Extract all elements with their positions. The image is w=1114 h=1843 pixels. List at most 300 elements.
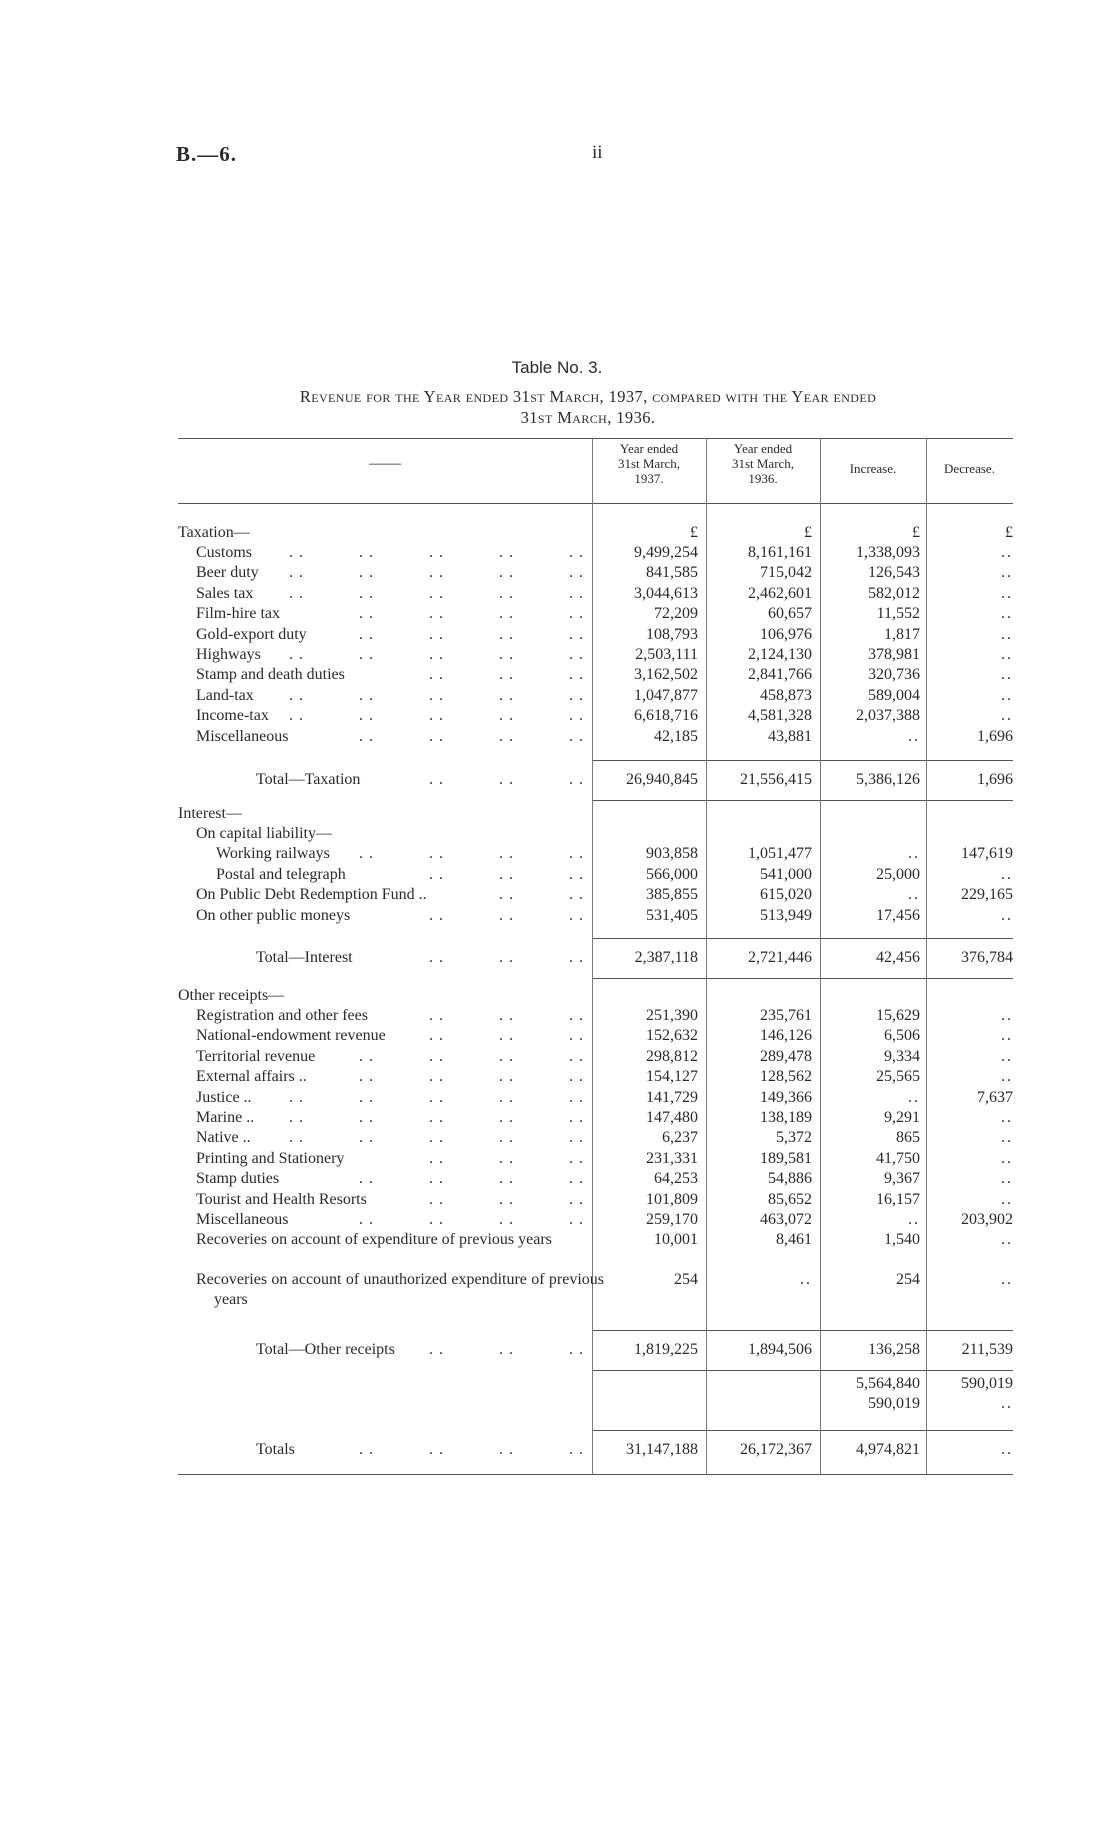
row-value-col4: 7,637: [977, 1088, 1013, 1106]
header-line: 1936.: [748, 471, 778, 486]
row-value-col1: 1,819,225: [634, 1341, 698, 1358]
dot-leader: . .: [499, 707, 514, 725]
row-value-col4: ..: [1001, 666, 1013, 684]
dot-leader: . .: [569, 605, 584, 623]
dot-leader: . .: [359, 845, 374, 862]
row-value-col2: 463,072: [760, 1211, 812, 1228]
offset-decrease: 590,019: [868, 1395, 920, 1412]
row-label: Registration and other fees: [196, 1007, 368, 1024]
row-value-col1: 72,209: [654, 605, 698, 623]
row-value-col1: 566,000: [646, 865, 698, 883]
row-value-col1: 841,585: [646, 564, 698, 582]
dot-leader: . .: [289, 686, 304, 704]
dot-leader: . .: [499, 845, 514, 862]
dot-leader: . .: [289, 544, 304, 561]
row-value-col2: 513,949: [760, 906, 812, 924]
dot-leader: . .: [499, 1007, 514, 1024]
row-label: Native ..: [196, 1129, 251, 1147]
currency-symbol: £: [912, 524, 920, 541]
row-value-col2: ..: [800, 1271, 812, 1289]
row-value-col2: 2,124,130: [748, 646, 812, 663]
dot-leader: . .: [429, 771, 444, 788]
page-reference: B.—6.: [176, 142, 238, 166]
row-value-col2: 1,051,477: [748, 845, 812, 862]
row-value-col1: 141,729: [646, 1088, 698, 1106]
table-top-rule: [178, 438, 1013, 439]
row-value-col1: 2,387,118: [634, 949, 698, 966]
row-value-col1: 903,858: [646, 845, 698, 862]
row-value-col2: 26,172,367: [740, 1441, 812, 1458]
row-value-col3: 1,817: [884, 625, 920, 643]
row-label: Land-tax: [196, 686, 254, 704]
dot-leader: . .: [429, 949, 444, 966]
dot-leader: . .: [359, 707, 374, 725]
row-value-col1: 64,253: [654, 1170, 698, 1188]
header-label-dash: ——: [369, 455, 401, 472]
dot-leader: . .: [429, 1341, 444, 1358]
dot-leader: . .: [499, 1149, 514, 1167]
row-label: Justice ..: [196, 1088, 252, 1106]
dot-leader: . .: [429, 564, 444, 582]
row-value-col2: 5,372: [776, 1129, 812, 1147]
dot-leader: . .: [569, 686, 584, 704]
row-value-col3: 4,974,821: [856, 1441, 920, 1458]
dot-leader: . .: [499, 1109, 514, 1126]
header-line: Year ended: [733, 441, 793, 456]
row-value-col3: 2,037,388: [856, 707, 920, 725]
dot-leader: . .: [569, 1149, 584, 1167]
dot-leader: . .: [289, 1109, 304, 1126]
row-value-col2: 4,581,328: [748, 707, 812, 725]
header-increase: Increase.: [849, 461, 897, 476]
row-value-col3: ..: [908, 845, 920, 862]
dot-leader: . .: [429, 865, 444, 883]
row-value-col2: 85,652: [768, 1190, 812, 1208]
dot-leader: . .: [429, 707, 444, 725]
dot-leader: . .: [569, 1068, 584, 1086]
row-value-col2: 8,461: [776, 1231, 812, 1249]
row-label: Territorial revenue: [196, 1047, 316, 1065]
dot-leader: . .: [429, 1047, 444, 1065]
row-label: On Public Debt Redemption Fund ..: [196, 886, 427, 904]
row-value-col3: 5,386,126: [856, 771, 920, 788]
row-value-col3: ..: [908, 727, 920, 745]
row-value-col1: 1,047,877: [634, 686, 698, 704]
row-value-col2: 8,161,161: [748, 544, 812, 561]
row-value-col1: 108,793: [646, 625, 698, 643]
row-label: Totals: [256, 1441, 295, 1458]
row-value-col1: 152,632: [646, 1027, 698, 1045]
row-value-col4: ..: [1001, 1271, 1013, 1289]
row-label: Film-hire tax: [196, 605, 280, 623]
column-divider-3: [820, 438, 821, 1474]
dot-leader: . .: [569, 1341, 584, 1358]
row-value-col1: 147,480: [646, 1109, 698, 1126]
dot-leader: . .: [569, 906, 584, 924]
row-value-col2: 21,556,415: [740, 771, 812, 788]
dot-leader: . .: [359, 1129, 374, 1147]
row-label: Tourist and Health Resorts: [196, 1190, 367, 1208]
row-value-col1: 385,855: [646, 886, 698, 904]
row-value-col2: 106,976: [760, 625, 812, 643]
row-value-col2: 2,841,766: [748, 666, 812, 684]
row-value-col1: 259,170: [646, 1211, 698, 1228]
row-value-col4: ..: [1001, 1027, 1013, 1045]
row-value-col4: 147,619: [961, 845, 1013, 862]
rule-above-total-taxation: [592, 760, 1013, 761]
row-label: Printing and Stationery: [196, 1149, 345, 1167]
dot-leader: . .: [499, 1341, 514, 1358]
row-value-col3: 16,157: [876, 1190, 920, 1208]
row-label: Stamp and death duties: [196, 666, 345, 684]
dot-leader: . .: [359, 1170, 374, 1188]
row-value-col2: 235,761: [760, 1007, 812, 1024]
dot-leader: . .: [569, 1190, 584, 1208]
dot-leader: . .: [499, 666, 514, 684]
row-value-col4: ..: [1001, 1047, 1013, 1065]
rule-below-total-other: [592, 1370, 1013, 1371]
row-value-col3: ..: [908, 1088, 920, 1106]
row-value-col4: 211,539: [961, 1341, 1013, 1358]
dot-leader: . .: [429, 1441, 444, 1458]
dot-leader: . .: [359, 1441, 374, 1458]
row-value-col1: 298,812: [646, 1047, 698, 1065]
dot-leader: . .: [359, 605, 374, 623]
row-value-col4: ..: [1001, 686, 1013, 704]
dot-leader: . .: [569, 564, 584, 582]
row-value-col4: ..: [1001, 707, 1013, 725]
row-label: Income-tax: [196, 707, 269, 725]
row-label: Miscellaneous: [196, 727, 289, 745]
dot-leader: . .: [499, 625, 514, 643]
dot-leader: . .: [569, 1088, 584, 1106]
row-value-col1: 42,185: [654, 727, 698, 745]
row-value-col4: ..: [1001, 605, 1013, 623]
dot-leader: . .: [569, 727, 584, 745]
dot-leader: . .: [499, 1170, 514, 1188]
header-bottom-rule: [178, 503, 1013, 504]
dot-leader: . .: [429, 727, 444, 745]
table-bottom-rule: [178, 1474, 1013, 1475]
row-value-col1: 154,127: [646, 1068, 698, 1086]
row-value-col1: 10,001: [654, 1231, 698, 1249]
dot-leader: . .: [499, 1211, 514, 1228]
row-value-col4: ..: [1001, 1149, 1013, 1167]
dot-leader: . .: [499, 1068, 514, 1086]
dot-leader: . .: [499, 605, 514, 623]
dot-leader: . .: [429, 1027, 444, 1045]
dot-leader: . .: [359, 727, 374, 745]
row-value-col1: 26,940,845: [626, 771, 698, 788]
subtitle-line-1: Revenue for the Year ended 31st March, 1937, compared with the Year ended: [299, 387, 877, 406]
taxation-heading: Taxation—: [178, 524, 250, 541]
row-value-col4: 1,696: [977, 771, 1013, 788]
dot-leader: . .: [499, 727, 514, 745]
dot-leader: . .: [429, 544, 444, 561]
dot-leader: . .: [359, 1109, 374, 1126]
row-value-col4: ..: [1001, 584, 1013, 602]
dot-leader: . .: [429, 1149, 444, 1167]
dot-leader: . .: [499, 544, 514, 561]
header-line: Year ended: [619, 441, 679, 456]
dot-leader: . .: [289, 707, 304, 725]
dot-leader: . .: [359, 1211, 374, 1228]
dot-leader: . .: [569, 544, 584, 561]
row-value-col3: 589,004: [868, 686, 920, 704]
dot-leader: . .: [569, 1109, 584, 1126]
dot-leader: . .: [359, 564, 374, 582]
dot-leader: . .: [569, 886, 584, 904]
dot-leader: . .: [289, 564, 304, 582]
row-value-col3: 15,629: [876, 1007, 920, 1024]
dot-leader: . .: [569, 1027, 584, 1045]
row-label: National-endowment revenue: [196, 1027, 386, 1045]
row-value-col1: 251,390: [646, 1007, 698, 1024]
row-label: Stamp duties: [196, 1170, 280, 1188]
row-label: Customs: [196, 544, 253, 561]
dot-leader: . .: [569, 845, 584, 862]
dot-leader: . .: [359, 625, 374, 643]
dot-leader: . .: [499, 1027, 514, 1045]
row-value-col1: 31,147,188: [626, 1441, 698, 1458]
row-label: On other public moneys: [196, 906, 351, 924]
row-value-col4: ..: [1001, 564, 1013, 582]
row-value-col2: 146,126: [760, 1027, 812, 1045]
dot-leader: . .: [569, 1047, 584, 1065]
row-value-col3: 41,750: [876, 1149, 920, 1167]
table-subtitle: [178, 386, 998, 428]
dot-leader: . .: [499, 906, 514, 924]
row-value-col4: 229,165: [961, 886, 1013, 904]
dot-leader: . .: [569, 1211, 584, 1228]
header-line: 31st March,: [617, 456, 681, 471]
dot-leader: . .: [499, 865, 514, 883]
row-value-col3: 126,543: [868, 564, 920, 582]
row-label: Recoveries on account of expenditure of previous years: [196, 1231, 552, 1249]
row-value-col4: 376,784: [961, 949, 1013, 966]
row-value-col3: 378,981: [868, 646, 920, 663]
row-value-col1: 254: [674, 1271, 698, 1289]
row-value-col1: 3,044,613: [634, 584, 698, 602]
row-label: Working railways: [216, 845, 330, 862]
row-label: Beer duty: [196, 564, 259, 582]
row-value-col3: 320,736: [868, 666, 920, 684]
dot-leader: . .: [499, 564, 514, 582]
row-value-col4: ..: [1001, 625, 1013, 643]
currency-symbol: £: [804, 524, 812, 541]
row-value-col3: 9,334: [884, 1047, 920, 1065]
dot-leader: . .: [359, 544, 374, 561]
row-label: Miscellaneous: [196, 1211, 289, 1228]
row-value-col2: 715,042: [760, 564, 812, 582]
dot-leader: . .: [499, 771, 514, 788]
dot-leader: . .: [499, 1088, 514, 1106]
dot-leader: . .: [359, 1088, 374, 1106]
row-label: Marine ..: [196, 1109, 255, 1126]
row-value-col4: ..: [1001, 1231, 1013, 1249]
dot-leader: . .: [289, 584, 304, 602]
row-value-col1: 9,499,254: [634, 544, 698, 561]
dot-leader: . .: [499, 1047, 514, 1065]
row-value-col1: 531,405: [646, 906, 698, 924]
row-label: Postal and telegraph: [216, 865, 346, 883]
dot-leader: . .: [429, 584, 444, 602]
header-line: 1937.: [634, 471, 664, 486]
row-value-col3: 42,456: [876, 949, 920, 966]
dot-leader: . .: [569, 865, 584, 883]
row-value-col2: 2,462,601: [748, 584, 812, 602]
dot-leader: . .: [289, 646, 304, 663]
row-label: Highways: [196, 646, 261, 663]
dot-leader: . .: [429, 1170, 444, 1188]
row-value-col2: 128,562: [760, 1068, 812, 1086]
dot-leader: . .: [499, 686, 514, 704]
row-label: Total—Other receipts: [256, 1341, 395, 1358]
dot-leader: . .: [499, 886, 514, 904]
row-value-col3: 254: [896, 1271, 920, 1289]
dot-leader: . .: [569, 1170, 584, 1188]
row-value-col2: 289,478: [760, 1047, 812, 1065]
rule-above-total-other: [592, 1330, 1013, 1331]
row-value-col3: ..: [908, 886, 920, 904]
row-value-col4: ..: [1001, 906, 1013, 924]
gross-decrease: 590,019: [961, 1375, 1013, 1392]
currency-symbol: £: [690, 524, 698, 541]
dot-leader: . .: [569, 1441, 584, 1458]
dot-leader: . .: [429, 666, 444, 684]
row-value-col4: ..: [1001, 1170, 1013, 1188]
row-value-col3: 136,258: [868, 1341, 920, 1358]
dot-leader: . .: [429, 1109, 444, 1126]
row-value-col3: ..: [908, 1211, 920, 1228]
dot-leader: . .: [499, 1441, 514, 1458]
dot-leader: . .: [429, 1190, 444, 1208]
row-label: Sales tax: [196, 584, 254, 602]
dot-leader: . .: [569, 666, 584, 684]
row-value-col1: 6,237: [662, 1129, 698, 1147]
dot-leader: . .: [569, 771, 584, 788]
row-value-col1: 231,331: [646, 1149, 698, 1167]
row-label: External affairs ..: [196, 1068, 307, 1086]
row-value-col2: 138,189: [760, 1109, 812, 1126]
dot-leader: . .: [359, 1068, 374, 1086]
row-value-col4: ..: [1001, 544, 1013, 561]
dot-leader: . .: [429, 1088, 444, 1106]
subtitle-line-2: 31st March, 1936.: [520, 408, 656, 427]
dot-leader: . .: [289, 1088, 304, 1106]
rule-above-total-interest: [592, 938, 1013, 939]
row-label: Gold-export duty: [196, 625, 307, 643]
row-label: Total—Taxation: [256, 771, 361, 788]
row-value-col2: 149,366: [760, 1088, 812, 1106]
dot-leader: . .: [429, 1129, 444, 1147]
dot-leader: . .: [429, 1007, 444, 1024]
dot-leader: . .: [359, 686, 374, 704]
row-value-col3: 865: [896, 1129, 920, 1147]
row-value-col4: ..: [1001, 865, 1013, 883]
row-value-col2: 458,873: [760, 686, 812, 704]
row-label: Recoveries on account of unauthorized expenditure of previous years: [196, 1271, 604, 1309]
dot-leader: . .: [499, 584, 514, 602]
dot-leader: . .: [429, 686, 444, 704]
dot-leader: . .: [569, 584, 584, 602]
row-value-col4: 203,902: [961, 1211, 1013, 1228]
row-value-col2: 1,894,506: [748, 1341, 812, 1358]
row-value-col2: 60,657: [768, 605, 812, 623]
row-value-col2: 541,000: [760, 865, 812, 883]
dot-leader: . .: [569, 625, 584, 643]
dot-leader: . .: [429, 605, 444, 623]
header-year-1937: [592, 441, 706, 486]
dot-leader: . .: [289, 1129, 304, 1147]
row-value-col3: 6,506: [884, 1027, 920, 1045]
dot-leader: . .: [499, 646, 514, 663]
row-value-col2: 43,881: [768, 727, 812, 745]
row-value-col3: 17,456: [876, 906, 920, 924]
row-value-col4: ..: [1001, 1441, 1013, 1458]
dot-leader: . .: [429, 625, 444, 643]
rule-above-totals: [592, 1430, 1013, 1431]
page-number: ii: [592, 142, 603, 163]
row-value-col3: 9,291: [884, 1109, 920, 1126]
row-value-col4: ..: [1001, 646, 1013, 663]
net-decrease: ..: [1001, 1395, 1013, 1412]
column-divider-4: [926, 438, 927, 1474]
dot-leader: . .: [569, 949, 584, 966]
dot-leader: . .: [359, 1047, 374, 1065]
header-line: 31st March,: [731, 456, 795, 471]
dot-leader: . .: [359, 646, 374, 663]
row-value-col3: 1,338,093: [856, 544, 920, 561]
row-value-col4: 1,696: [977, 727, 1013, 745]
row-value-col3: 9,367: [884, 1170, 920, 1188]
capital-liability-subheading: On capital liability—: [196, 825, 332, 842]
header-decrease: Decrease.: [944, 461, 995, 476]
dot-leader: . .: [359, 584, 374, 602]
dot-leader: . .: [429, 906, 444, 924]
row-value-col2: 2,721,446: [748, 949, 812, 966]
currency-symbol: £: [1005, 524, 1013, 541]
dot-leader: . .: [499, 1129, 514, 1147]
row-value-col3: 1,540: [884, 1231, 920, 1249]
row-value-col4: ..: [1001, 1109, 1013, 1126]
row-value-col3: 25,565: [876, 1068, 920, 1086]
dot-leader: . .: [569, 707, 584, 725]
dot-leader: . .: [499, 949, 514, 966]
row-value-col3: 25,000: [876, 865, 920, 883]
row-value-col2: 615,020: [760, 886, 812, 904]
interest-heading: Interest—: [178, 805, 242, 822]
row-value-col1: 101,809: [646, 1190, 698, 1208]
row-value-col4: ..: [1001, 1068, 1013, 1086]
rule-below-total-taxation: [592, 800, 1013, 801]
dot-leader: . .: [429, 845, 444, 862]
row-value-col4: ..: [1001, 1190, 1013, 1208]
row-value-col2: 54,886: [768, 1170, 812, 1188]
row-value-col4: ..: [1001, 1129, 1013, 1147]
row-value-col2: 189,581: [760, 1149, 812, 1167]
rule-below-total-interest: [592, 978, 1013, 979]
gross-increase: 5,564,840: [856, 1375, 920, 1392]
dot-leader: . .: [569, 1007, 584, 1024]
row-value-col1: 3,162,502: [634, 666, 698, 684]
dot-leader: . .: [569, 1129, 584, 1147]
row-value-col1: 6,618,716: [634, 707, 698, 725]
dot-leader: . .: [499, 1190, 514, 1208]
header-year-1936: [706, 441, 820, 486]
other-receipts-heading: Other receipts—: [178, 987, 285, 1004]
row-value-col3: 11,552: [876, 605, 920, 623]
